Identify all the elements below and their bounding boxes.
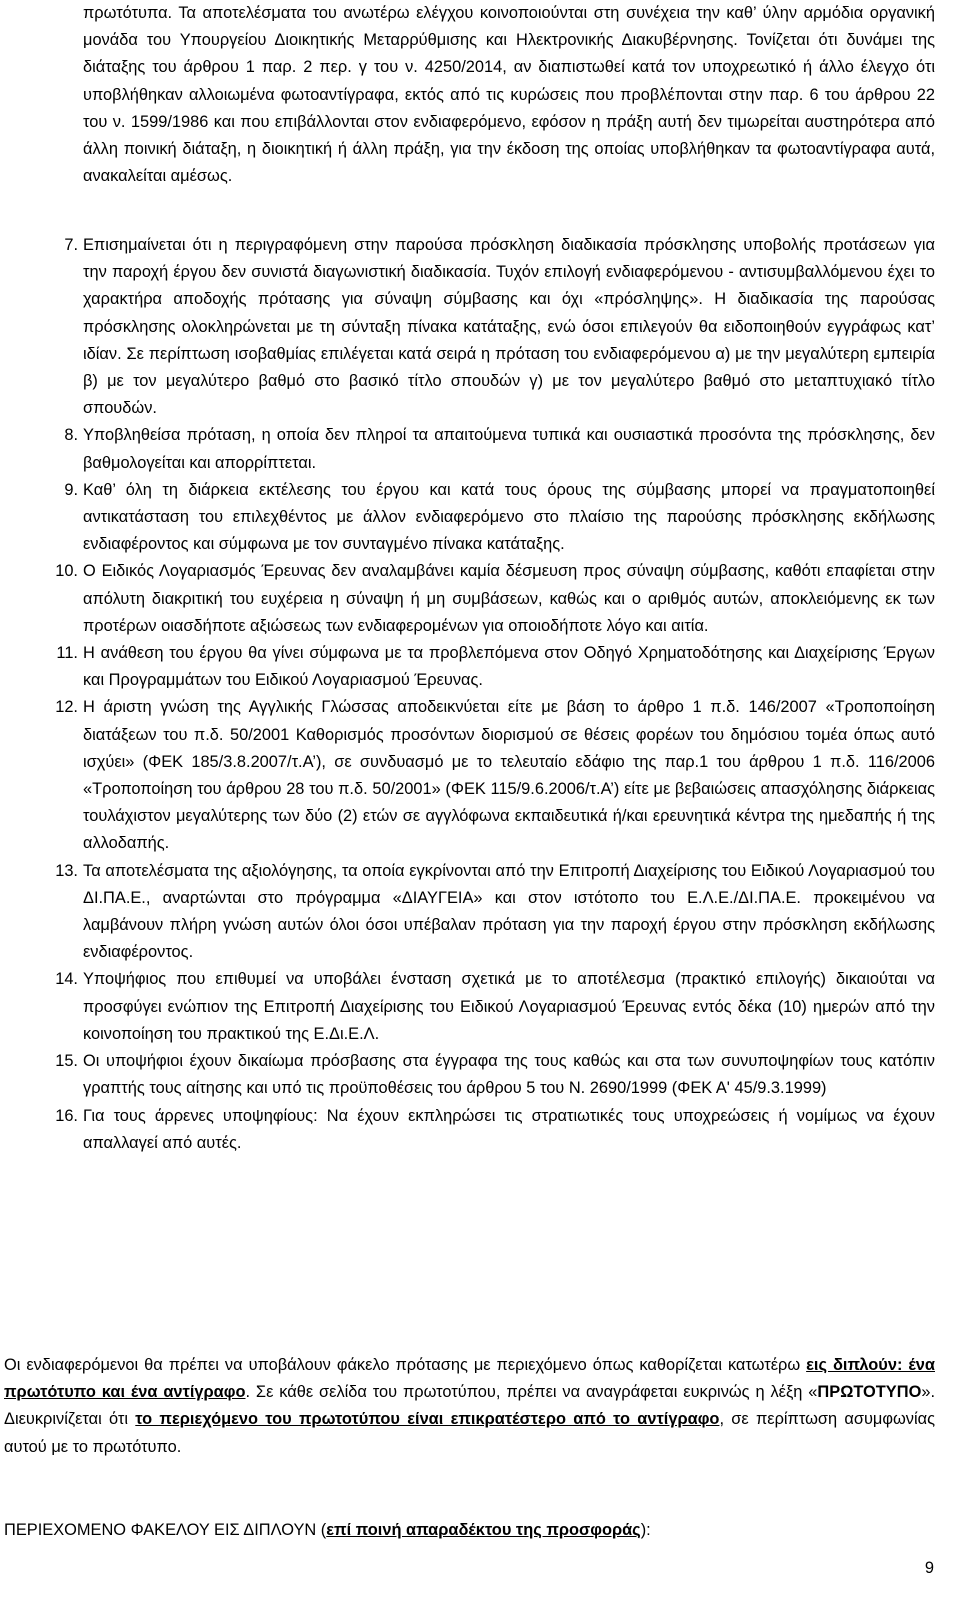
list-item [64,232,935,422]
original-label: ΠΡΩΤΟΤΥΠΟ [817,1383,922,1402]
instructions-text: , σε περίπτωση ασυμφωνίας αυτού με το πρωτότυπο. [4,1410,936,1456]
list-item [56,640,935,694]
item-number: 11. [56,644,78,663]
list-item [55,1048,935,1102]
item-number: 15. [55,1052,78,1071]
item-text: Τα αποτελέσματα της αξιολόγησης, τα οποία εγκρίνονται από την Επιτροπή Διαχείρισης του Ειδικού Λογαριασμού του ΔΙ.ΠΑ.Ε., αναρτώνται στο πρόγραμμα «ΔΙΑΥΓΕΙΑ» και στον ιστότοπο του Ε.Λ.Ε./ΔΙ.ΠΑ.Ε. προκειμένου να λαμβάνουν πλήρη γνώση αυτών όλοι όσοι υπέβαλαν πρόταση για την παροχή έργου στην πρόσκληση εκδήλωσης ενδιαφέροντος. [83,861,935,962]
duplicate-requirement: εις διπλούν: ένα πρωτότυπο και ένα αντίγραφο [4,1356,935,1402]
numbered-list [55,232,935,1157]
item-text: Καθ’ όλη τη διάρκεια εκτέλεσης του έργου και κατά τους όρους της σύμβασης μπορεί να πραγματοποιηθεί αντικατάσταση του επιλεχθέντος με άλλον ενδιαφερόμενο στο πλαίσιο της παρούσης πρόσκλησης εκδήλωσης ενδιαφέροντος και σύμφωνα με τον συνταγμένο πίνακα κατάταξης. [83,480,935,554]
item-text: Υποψήφιος που επιθυμεί να υποβάλει ένσταση σχετικά με το αποτέλεσμα (πρακτικό επιλογής) δικαιούται να προσφύγει ενώπιον της Επιτροπή Διαχείρισης του Ειδικού Λογαριασμού Έρευνας εντός δέκα (10) ημερών από την κοινοποίηση του πρακτικού της Ε.Δι.Ε.Λ. [83,970,935,1043]
heading-emphasis: επί ποινή απαραδέκτου της προσφοράς [326,1521,641,1539]
page-number: 9 [924,1559,934,1577]
item-text: Οι υποψήφιοι έχουν δικαίωμα πρόσβασης στα έγγραφα της τους καθώς και στα των συνυποψηφίων τους κατόπιν γραπτής τους αίτησης και υπό τις προϋποθέσεις του άρθρου 5 του Ν. 2690/1999 (ΦΕΚ Α' 45/9.3.1999) [83,1052,935,1098]
precedence-note: το περιεχόμενο του πρωτοτύπου είναι επικρατέστερο από το αντίγραφο [135,1410,720,1429]
list-item [55,1103,935,1157]
item-number: 12. [55,698,78,717]
heading-text: ): [640,1521,651,1539]
item-text: Ο Ειδικός Λογαριασμός Έρευνας δεν αναλαμβάνει καμία δέσμευση προς σύναψη σύμβασης, καθότι επαφίεται στην απόλυτη διακριτική του ευχέρεια η σύναψη ή μη συμβάσεων, καθώς και ο αριθμός αυτών, αποκλειόμενης εκ των προτέρων οιασδήποτε αξιώσεως των ενδιαφερομένων για οποιοδήποτε λόγο και αιτία. [83,562,935,635]
item-number: 14. [55,970,78,989]
instructions-text: Οι ενδιαφερόμενοι θα πρέπει να υποβάλουν φάκελο πρότασης με περιεχόμενο όπως καθορίζεται κατωτέρω [4,1356,807,1374]
item-number: 9. [64,480,78,499]
item-number: 16. [55,1106,78,1125]
submission-instructions [4,1352,935,1461]
list-item [55,558,935,640]
list-item [64,477,935,559]
heading-text: ΠΕΡΙΕΧΟΜΕΝΟ ΦΑΚΕΛΟΥ ΕΙΣ ΔΙΠΛΟΥΝ ( [4,1521,327,1539]
item-text: Για τους άρρενες υποψηφίους: Να έχουν εκπληρώσει τις στρατιωτικές τους υποχρεώσεις ή νομίμως να έχουν απαλλαγεί από αυτές. [83,1106,935,1152]
list-item [55,858,935,967]
item-number: 8. [64,426,78,445]
item-number: 7. [64,236,78,254]
item-text: Υποβληθείσα πρόταση, η οποία δεν πληροί τα απαιτούμενα τυπικά και ουσιαστικά προσόντα της πρόσκλησης, δεν βαθμολογείται και απορρίπτεται. [83,426,935,472]
continuation-paragraph [83,0,935,190]
continuation-text: πρωτότυπα. Τα αποτελέσματα του ανωτέρω ελέγχου κοινοποιούνται στη συνέχεια την καθ’ ύλην αρμόδια οργανική μονάδα του Υπουργείου Διοικητικής Μεταρρύθμισης και Ηλεκτρονικής Διακυβέρνησης. Τονίζεται ότι δυνάμει της διάταξης του άρθρου 1 παρ. 2 περ. γ του ν. 4250/2014, αν διαπιστωθεί κατά τον υποχρεωτικό ή άλλο έλεγχο ότι υποβλήθηκαν αλλοιωμένα φωτοαντίγραφα, εκτός από τις κυρώσεις που προβλέπονται στην παρ. 6 του άρθρου 22 του ν. 1599/1986 και που επιβάλλονται στον ενδιαφερόμενο, εφόσον η πράξη αυτή δεν τιμωρείται αυστηρότερα από άλλη ποινική διάταξη, η διοικητική ή άλλη πράξη, για την έκδοση της οποίας υποβλήθηκαν τα φωτοαντίγραφα αυτά, ανακαλείται αμέσως. [83,4,935,186]
instructions-text: . Σε κάθε σελίδα του πρωτοτύπου, πρέπει να αναγράφεται ευκρινώς η λέξη « [245,1383,818,1402]
item-text: Η ανάθεση του έργου θα γίνει σύμφωνα με τα προβλεπόμενα στον Οδηγό Χρηματοδότησης και Διαχείρισης Έργων και Προγραμμάτων του Ειδικού Λογαριασμού Έρευνας. [83,644,935,690]
list-item [64,422,935,476]
section-heading [4,1517,651,1544]
item-number: 13. [55,861,78,880]
list-item [55,694,935,857]
list-item [55,966,935,1048]
item-text: Η άριστη γνώση της Αγγλικής Γλώσσας αποδεικνύεται είτε με βάση το άρθρο 1 π.δ. 146/2007 «Τροποποίηση διατάξεων του π.δ. 50/2001 Καθορισμός προσόντων διορισμού σε θέσεις φορέων του δημόσιου τομέα όπως αυτό ισχύει» (ΦΕΚ 185/3.8.2007/τ.Α’), σε συνδυασμό με το τελευταίο εδάφιο της παρ.1 του άρθρου 1 π.δ. 116/2006 «Τροποποίηση του άρθρου 28 του π.δ. 50/2001» (ΦΕΚ 115/9.6.2006/τ.Α’) είτε με βεβαιώσεις απασχόλησης διάρκειας τουλάχιστον μεγαλύτερης των δύο (2) ετών σε αγγλόφωνα εκπαιδευτικά ή/και ερευνητικά κέντρα της ημεδαπής ή της αλλοδαπής. [83,698,935,853]
item-text: Επισημαίνεται ότι η περιγραφόμενη στην παρούσα πρόσκληση διαδικασία πρόσκλησης υποβολής προτάσεων για την παροχή έργου δεν συνιστά διαγωνιστική διαδικασία. Τυχόν επιλογή ενδιαφερόμενου - αντισυμβαλλόμενου έχει το χαρακτήρα αποδοχής πρότασης για σύναψη σύμβασης και όχι «πρόσληψης». Η διαδικασία της παρούσας πρόσκλησης ολοκληρώνεται με τη σύνταξη πίνακα κατάταξης, ενώ όσοι επιλεγούν θα ειδοποιηθούν εγγράφως κατ’ ιδίαν. Σε περίπτωση ισοβαθμίας επιλέγεται κατά σειρά η πρόταση του ενδιαφερόμενου α) με την μεγαλύτερη εμπειρία β) με τον μεγαλύτερο βαθμό στο βασικό τίτλο σπουδών γ) με τον μεγαλύτερο βαθμό στο μεταπτυχιακό τίτλο σπουδών. [83,236,935,418]
instructions-text: ». Διευκρινίζεται ότι [4,1383,935,1429]
item-number: 10. [55,562,78,581]
